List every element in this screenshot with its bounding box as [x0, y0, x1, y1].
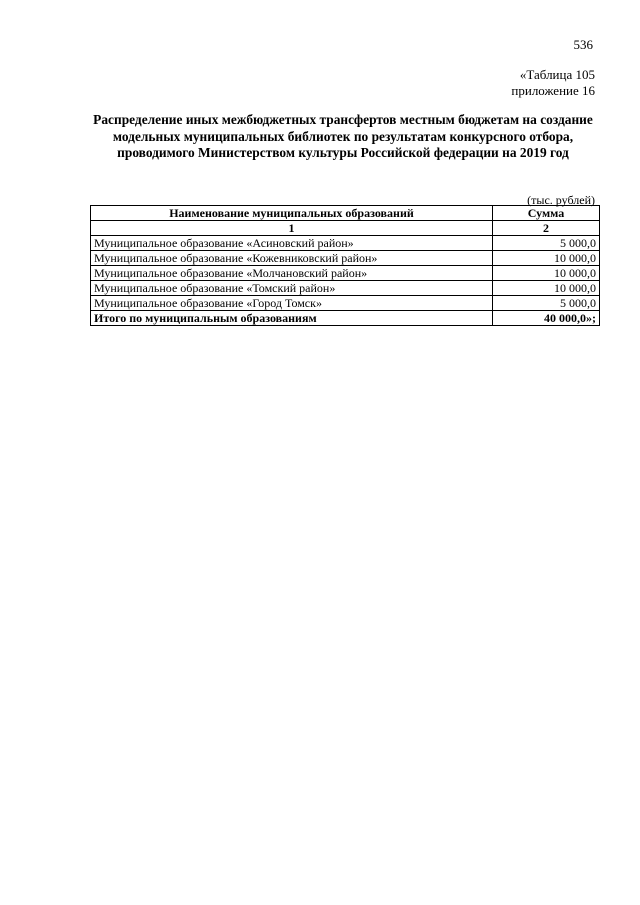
amount-value: 10 000,0	[493, 281, 600, 296]
total-label: Итого по муниципальным образованиям	[91, 311, 493, 326]
header-municipality: Наименование муниципальных образований	[91, 206, 493, 221]
appendix-number: приложение 16	[511, 83, 595, 98]
table-row	[91, 296, 600, 311]
amount-value: 5 000,0	[493, 296, 600, 311]
table-row	[91, 236, 600, 251]
municipality-name: Муниципальное образование «Молчановский район»	[91, 266, 493, 281]
total-row	[91, 311, 600, 326]
table-row	[91, 281, 600, 296]
amount-value: 5 000,0	[493, 236, 600, 251]
units-label: (тыс. рублей)	[527, 193, 595, 207]
municipality-name: Муниципальное образование «Город Томск»	[91, 296, 493, 311]
amount-value: 10 000,0	[493, 251, 600, 266]
header-sum: Сумма	[493, 206, 600, 221]
table-reference	[511, 67, 595, 99]
table-row	[91, 266, 600, 281]
column-number-row	[91, 221, 600, 236]
column-number-1: 1	[91, 221, 493, 236]
document-title: Распределение иных межбюджетных трансфертов местным бюджетам на создание модельных муниципальных библиотек по результатам конкурсного отбора, проводимого Министерством культуры Российской федерации на 2019 год	[93, 112, 593, 160]
total-amount: 40 000,0»;	[493, 311, 600, 326]
table-row	[91, 251, 600, 266]
column-number-2: 2	[493, 221, 600, 236]
page-number: 536	[573, 37, 593, 52]
amount-value: 10 000,0	[493, 266, 600, 281]
header-row	[91, 206, 600, 221]
table-number: «Таблица 105	[519, 67, 595, 82]
municipality-name: Муниципальное образование «Томский район»	[91, 281, 493, 296]
transfers-table	[90, 205, 600, 326]
municipality-name: Муниципальное образование «Асиновский район»	[91, 236, 493, 251]
municipality-name: Муниципальное образование «Кожевниковский район»	[91, 251, 493, 266]
